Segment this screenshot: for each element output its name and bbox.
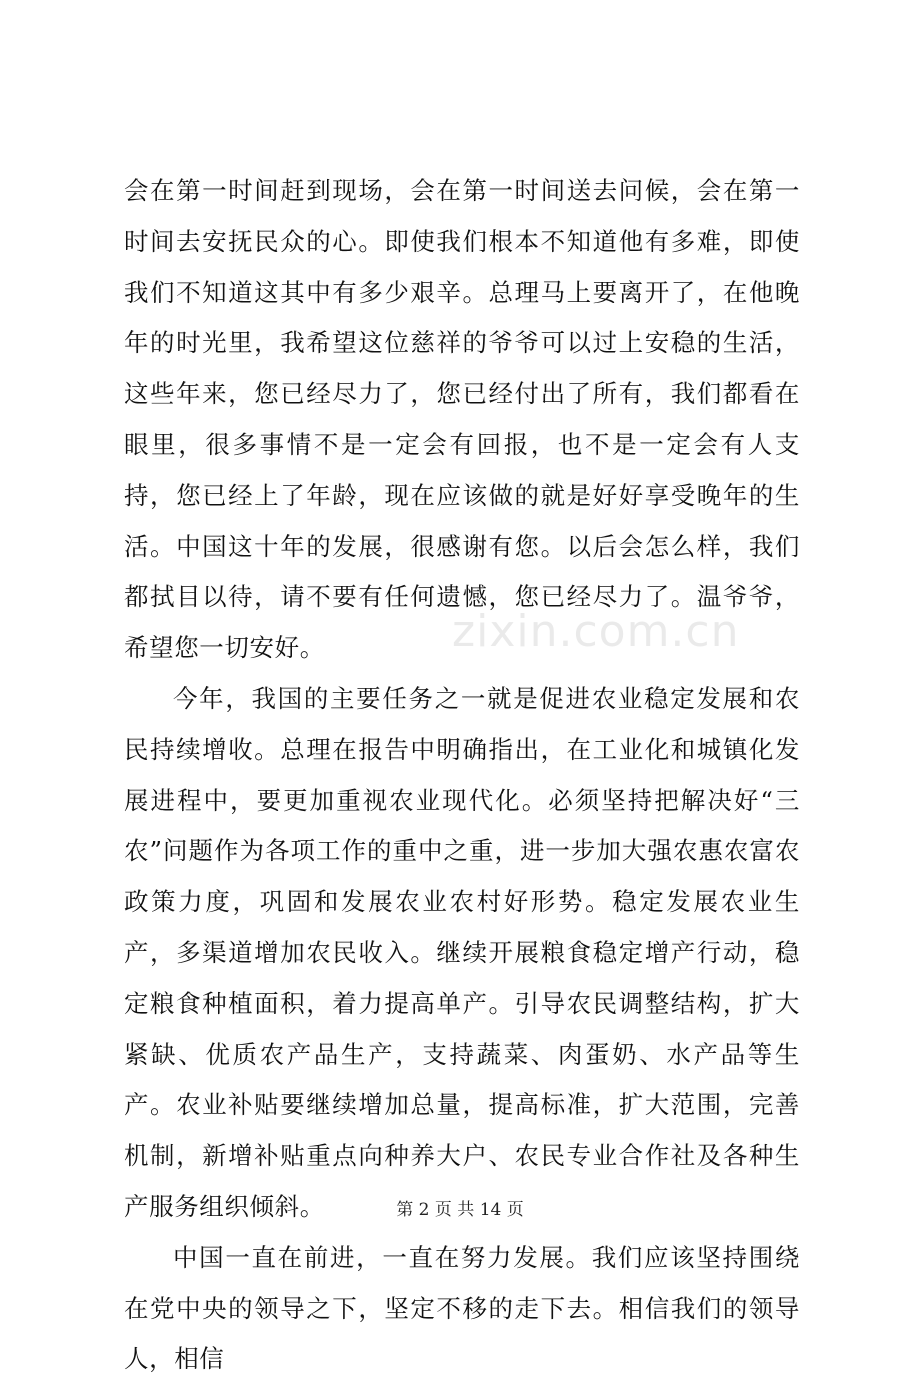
watermark-text: zixin.com.cn	[452, 606, 740, 657]
paragraph-3: 中国一直在前进，一直在努力发展。我们应该坚持围绕在党中央的领导之下，坚定不移的走下去。相信我们的领导人，相信	[124, 1242, 800, 1374]
paragraph-2: 今年，我国的主要任务之一就是促进农业稳定发展和农民持续增收。总理在报告中明确指出，在工业化和城镇化发展进程中，要更加重视农业现代化。必须坚持把解决好“三农”问题作为各项工作的重中之重，进一步加大强农惠农富农政策力度，巩固和发展农业农村好形势。稳定发展农业生产，多渠道增加农民收入。继续开展粮食稳定增产行动，稳定粮食种植面积，着力提高单产。引导农民调整结构，扩大紧缺、优质农产品生产，支持蔬菜、肉蛋奶、水产品等生产。农业补贴要继续增加总量，提高标准，扩大范围，完善机制，新增补贴重点向种养大户、农民专业合作社及各种生产服务组织倾斜。	[124, 683, 800, 1221]
paragraph-1: 会在第一时间赶到现场，会在第一时间送去问候，会在第一时间去安抚民众的心。即使我们根本不知道他有多难，即使我们不知道这其中有多少艰辛。总理马上要离开了，在他晚年的时光里，我希望这位慈祥的爷爷可以过上安稳的生活，这些年来，您已经尽力了，您已经付出了所有，我们都看在眼里，很多事情不是一定会有回报，也不是一定会有人支持，您已经上了年龄，现在应该做的就是好好享受晚年的生活。中国这十年的发展，很感谢有您。以后会怎么样，我们都拭目以待，请不要有任何遗憾，您已经尽力了。温爷爷，希望您一切安好。	[124, 176, 800, 663]
page-number-footer: 第 2 页 共 14 页	[396, 1200, 524, 1220]
